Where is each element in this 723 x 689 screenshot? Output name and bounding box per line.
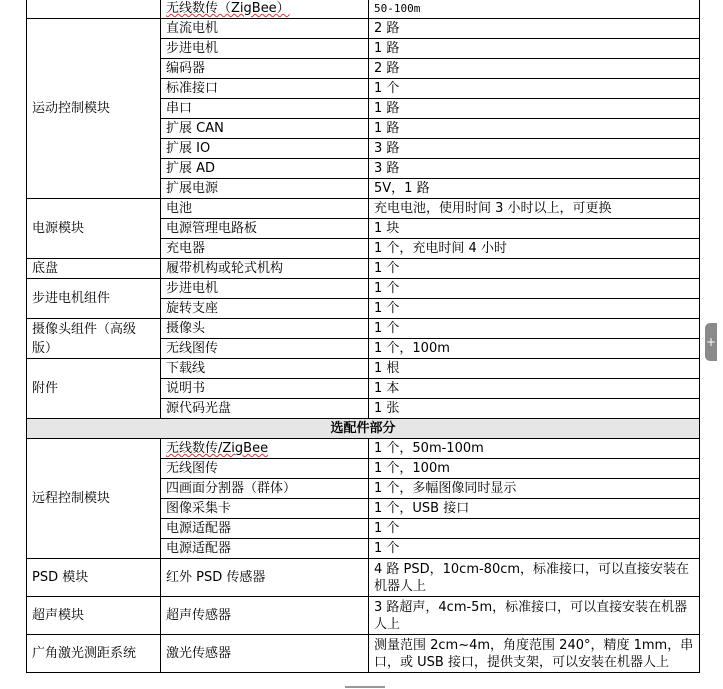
table-cell: 扩展电源 [161,179,369,199]
table-cell: 1 个，50m-100m [369,439,700,459]
table-cell: 充电电池，使用时间 3 小时以上，可更换 [369,199,700,219]
table-cell: 5V，1 路 [369,179,700,199]
table-cell: 下载线 [161,359,369,379]
table-cell: 履带机构或轮式机构 [161,259,369,279]
cell-text: 无线数传（ZigBee） [166,1,290,16]
category-cell: 摄像头组件（高级版） [27,319,161,359]
table-row [27,19,700,39]
table-cell: 3 路超声，4cm-5m，标准接口，可以直接安装在机器人上 [369,597,700,635]
table-cell: 1 个 [369,299,700,319]
category-cell: PSD 模块 [27,559,161,597]
table-cell: 电源适配器 [161,519,369,539]
table-cell: 1 个，充电时间 4 小时 [369,239,700,259]
plus-icon: + [705,335,717,349]
table-cell: 3 路 [369,139,700,159]
table-row [27,0,700,19]
category-cell: 运动控制模块 [27,19,161,199]
table-cell: 1 根 [369,359,700,379]
table-cell: 4 路 PSD，10cm-80cm，标准接口，可以直接安装在机器人上 [369,559,700,597]
category-cell: 广角激光测距系统 [27,635,161,673]
table-cell: 源代码光盘 [161,399,369,419]
table-cell: 1 块 [369,219,700,239]
table-cell: 超声传感器 [161,597,369,635]
category-cell: 底盘 [27,259,161,279]
table-cell [27,0,161,19]
table-row [27,559,700,597]
table-cell: 1 个 [369,519,700,539]
table-cell: 50-100m [369,0,700,19]
table-cell: 扩展 IO [161,139,369,159]
table-cell [161,0,369,19]
table-cell: 红外 PSD 传感器 [161,559,369,597]
table-cell: 1 个，USB 接口 [369,499,700,519]
table-row [27,359,700,379]
spec-table [26,0,700,673]
table-cell: 1 路 [369,39,700,59]
table-cell: 电池 [161,199,369,219]
table-cell: 四画面分割器（群体） [161,479,369,499]
category-cell: 电源模块 [27,199,161,259]
scroll-indicator [345,686,385,688]
table-cell: 充电器 [161,239,369,259]
table-row [27,597,700,635]
table-cell: 无线图传 [161,339,369,359]
table-cell: 1 个 [369,539,700,559]
table-cell: 1 个 [369,259,700,279]
table-row [27,635,700,673]
section-header-row [27,419,700,439]
table-row [27,199,700,219]
table-cell: 1 个，100m [369,339,700,359]
table-cell: 说明书 [161,379,369,399]
table-cell: 电源管理电路板 [161,219,369,239]
table-cell: 步进电机 [161,279,369,299]
table-cell: 直流电机 [161,19,369,39]
cell-text: 无线数传/ZigBee [166,441,269,456]
table-cell: 1 路 [369,119,700,139]
table-cell: 1 个 [369,79,700,99]
table-row [27,259,700,279]
table-cell: 测量范围 2cm~4m，角度范围 240°，精度 1mm，串口，或 USB 接口，提供支架，可以安装在机器人上 [369,635,700,673]
table-cell: 1 个，多幅图像同时显示 [369,479,700,499]
table-cell: 1 路 [369,99,700,119]
category-cell: 步进电机组件 [27,279,161,319]
table-cell: 标准接口 [161,79,369,99]
category-cell: 超声模块 [27,597,161,635]
table-cell: 无线图传 [161,459,369,479]
table-cell: 1 个 [369,279,700,299]
table-cell: 2 路 [369,59,700,79]
table-row [27,319,700,339]
table-cell: 编码器 [161,59,369,79]
table-cell: 扩展 CAN [161,119,369,139]
table-cell: 1 个 [369,319,700,339]
table-cell: 1 本 [369,379,700,399]
expand-panel-handle[interactable] [705,323,717,361]
table-cell: 2 路 [369,19,700,39]
table-cell: 扩展 AD [161,159,369,179]
table-cell: 串口 [161,99,369,119]
table-cell [161,439,369,459]
section-header: 选配件部分 [27,419,700,439]
category-cell: 远程控制模块 [27,439,161,559]
table-cell: 摄像头 [161,319,369,339]
table-cell: 图像采集卡 [161,499,369,519]
table-row [27,279,700,299]
table-cell: 1 个，100m [369,459,700,479]
table-row [27,439,700,459]
table-cell: 步进电机 [161,39,369,59]
table-cell: 旋转支座 [161,299,369,319]
category-cell: 附件 [27,359,161,419]
table-cell: 电源适配器 [161,539,369,559]
table-cell: 1 张 [369,399,700,419]
table-cell: 3 路 [369,159,700,179]
table-cell: 激光传感器 [161,635,369,673]
